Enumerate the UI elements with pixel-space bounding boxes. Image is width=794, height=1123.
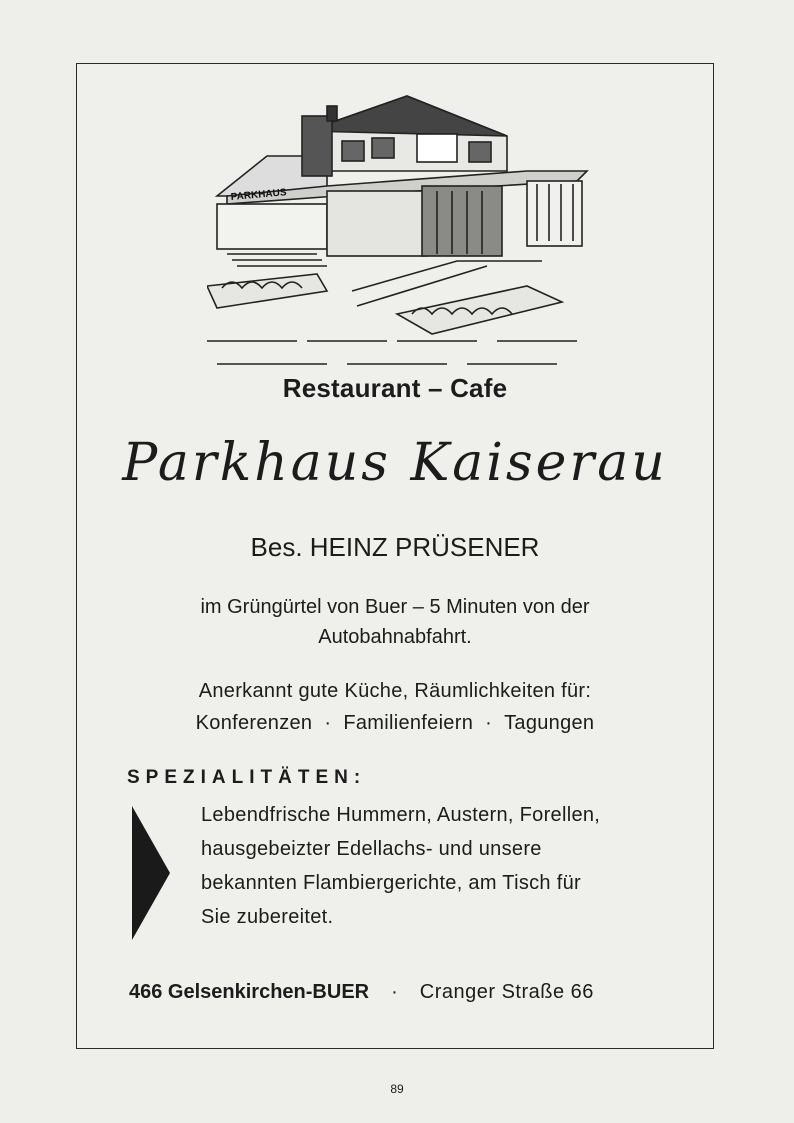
address-city: 466 Gelsenkirchen-BUER <box>129 981 370 1003</box>
specialty-line: hausgebeizter Edellachs- und unsere <box>201 838 542 860</box>
building-sign-text: PARKHAUS <box>230 187 287 203</box>
service-item: Konferenzen <box>195 712 313 734</box>
service-item: Familienfeiern <box>343 712 474 734</box>
address-separator: · <box>391 981 398 1003</box>
advertisement-frame <box>76 63 714 1049</box>
page-number: 89 <box>390 1082 404 1096</box>
specialty-line: Lebendfrische Hummern, Austern, Forellen, <box>201 804 601 826</box>
specialty-line: Sie zubereitet. <box>201 906 334 928</box>
restaurant-building-illustration <box>207 76 597 376</box>
services-block <box>117 675 673 739</box>
service-separator: · <box>485 712 493 734</box>
triangle-arrow-icon <box>132 806 170 940</box>
services-list <box>117 707 673 739</box>
location-line: Autobahnabfahrt. <box>318 626 472 648</box>
services-intro: Anerkannt gute Küche, Räumlichkeiten für: <box>198 680 592 702</box>
specialties-text <box>201 798 681 934</box>
owner-line: Bes. HEINZ PRÜSENER <box>250 532 540 562</box>
specialties-heading: SPEZIALITÄTEN: <box>127 767 367 788</box>
address-line <box>129 981 669 1004</box>
restaurant-name-script: Parkhaus Kaiserau <box>122 433 668 493</box>
location-text <box>147 592 643 652</box>
location-line: im Grüngürtel von Buer – 5 Minuten von der <box>200 596 590 618</box>
address-street: Cranger Straße 66 <box>419 981 594 1003</box>
headline: Restaurant – Cafe <box>282 373 508 403</box>
specialty-line: bekannten Flambiergerichte, am Tisch für <box>201 872 581 894</box>
service-item: Tagungen <box>504 712 595 734</box>
service-separator: · <box>324 712 332 734</box>
